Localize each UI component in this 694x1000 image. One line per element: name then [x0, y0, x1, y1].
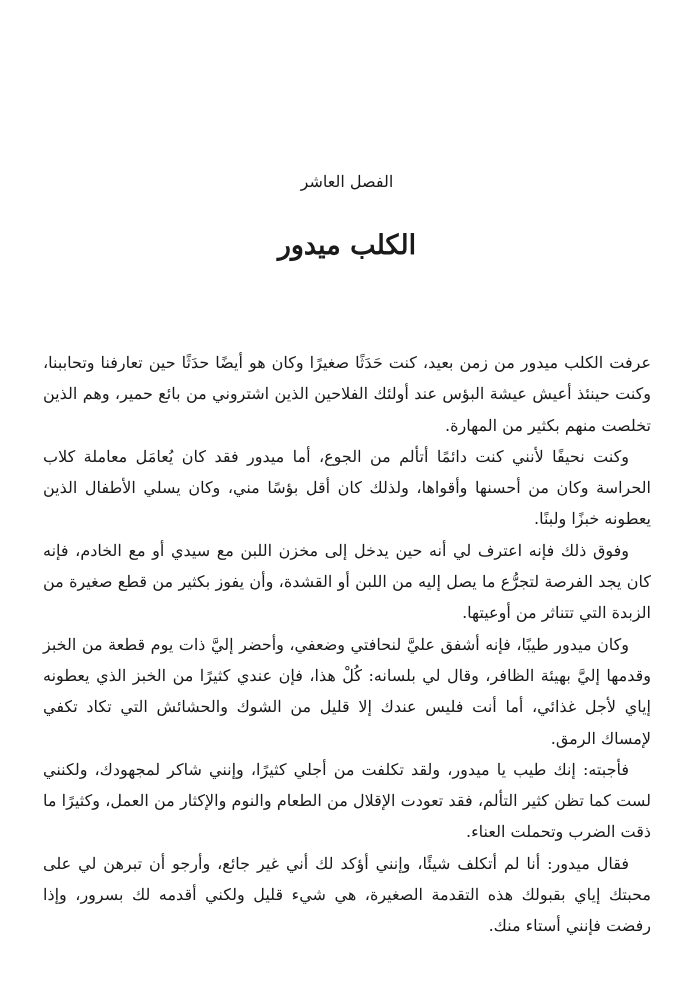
paragraph-3: وفوق ذلك فإنه اعترف لي أنه حين يدخل إلى مخزن اللبن مع سيدي أو مع الخادم، فإنه كان يجد الفرصة لتجرُّع ما يصل إليه من اللبن أو القشدة، وأن يفوز بكثير من قطع صغيرة من الزبدة التي تتناثر من أوعيتها. [43, 540, 651, 623]
paragraph-5: فأجبته: إنك طيب يا ميدور، ولقد تكلفت من أجلي كثيرًا، وإنني شاكر لمجهودك، ولكنني لست كما تظن كثير التألم، فقد تعودت الإقلال من الطعام والنوم والإكثار من العمل، وكثيرًا ما ذقت الضرب وتحملت العناء. [43, 759, 651, 842]
paragraph-1: عرفت الكلب ميدور من زمن بعيد، كنت حَدَثًا صغيرًا وكان هو أيضًا حدَثًا حين تعارفنا وتحاببنا، وكنت حينئذ أعيش عيشة البؤس عند أولئك الفلاحين الذين اشتروني من بائع حمير، وهم الذين تخلصت منهم بكثير من المهارة. [43, 353, 651, 435]
chapter-title: الكلب ميدور [277, 230, 417, 261]
chapter-body [43, 347, 651, 942]
chapter-number-label: الفصل العاشر [300, 172, 394, 191]
paragraph-2: وكنت نحيفًا لأنني كنت دائمًا أتألم من الجوع، أما ميدور فقد كان يُعامَل معاملة كلاب الحراسة وكان من أحسنها وأقواها، ولذلك كان أقل بؤسًا مني، وكان يسلي الأطفال الذين يعطونه خبزًا ولبنًا. [43, 446, 651, 529]
paragraph-4: وكان ميدور طيبًا، فإنه أشفق عليَّ لنحافتي وضعفي، وأحضر إليَّ ذات يوم قطعة من الخبز وقدمها إليَّ بهيئة الظافر، وقال لي بلسانه: كُلْ هذا، فإن عندي كثيرًا من الخبز الذي يعطونه إياي لأجل غذائي، أما أنت فليس عندك إلا قليل من الشوك والحشائش التي تكاد تكفي لإمساك الرمق. [43, 634, 652, 748]
paragraph-6: فقال ميدور: أنا لم أتكلف شيئًا، وإنني أؤكد لك أني غير جائع، وأرجو أن تبرهن لي على محبتك إياي بقبولك هذه التقدمة الصغيرة، هي شيء قليل ولكني أقدمه لك بسرور، وإذا رفضت فإنني أستاء منك. [43, 853, 651, 936]
